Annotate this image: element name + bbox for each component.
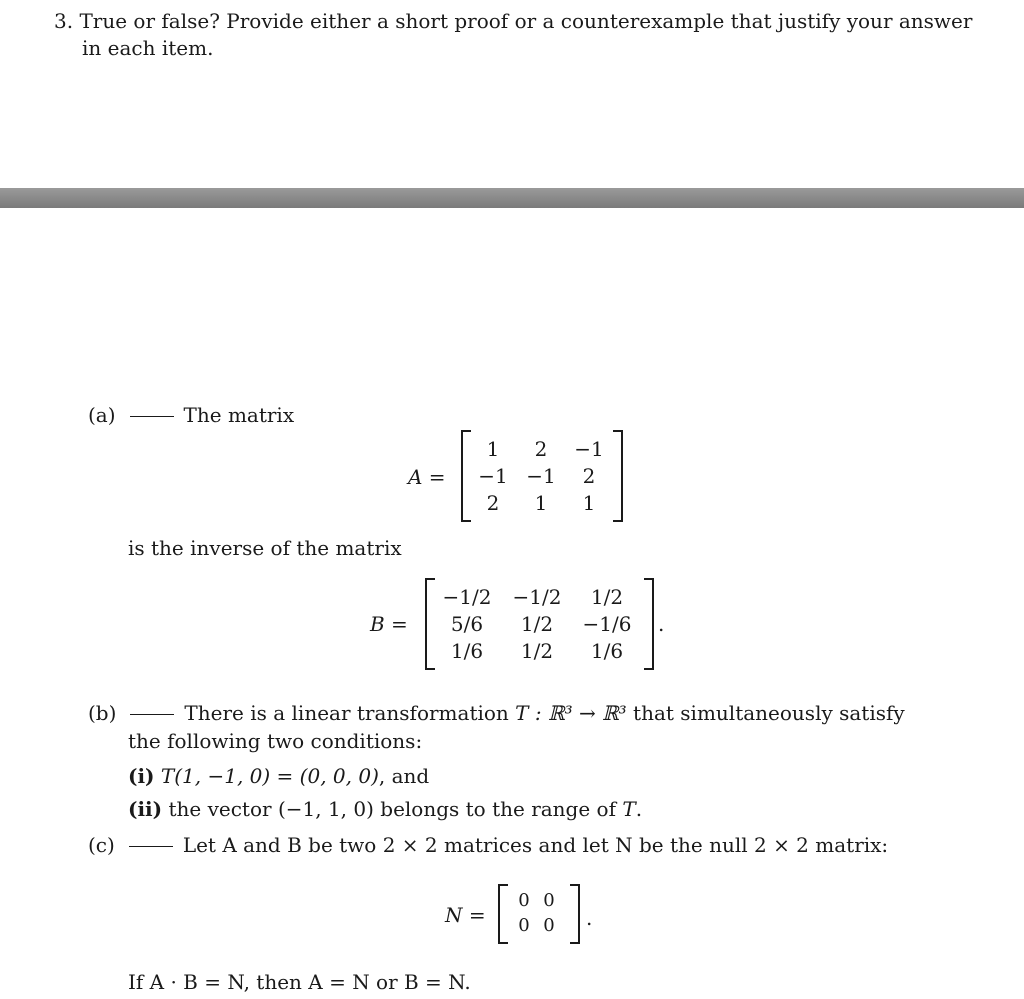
item-b-text-after: that simultaneously satisfy: [626, 701, 905, 725]
matrix-n-period: .: [586, 906, 593, 930]
condition-1-after: , and: [378, 764, 430, 788]
answer-blank-c[interactable]: [129, 846, 173, 847]
item-a-header: [88, 403, 294, 427]
condition-2-vector: (−1, 1, 0): [277, 797, 374, 821]
item-b-line1: [88, 701, 905, 725]
matrix-n-cell: 0: [543, 890, 555, 911]
item-b-label: (b): [88, 701, 117, 725]
condition-2-mid: belongs to the range of: [373, 797, 623, 821]
condition-2-before: the vector: [168, 797, 278, 821]
item-b-map: T : ℝ³ → ℝ³: [515, 701, 627, 725]
matrix-a-cell: 1: [534, 491, 548, 515]
matrix-n-cell: 0: [543, 915, 555, 936]
condition-2-end: .: [635, 797, 643, 821]
matrix-b-cell: 1/6: [450, 639, 484, 663]
item-a-text-middle: is the inverse of the matrix: [128, 536, 402, 560]
matrix-b-period: .: [658, 612, 665, 636]
problem-intro-text: True or false? Provide either a short proof or a counterexample that justify your answer: [79, 9, 973, 33]
matrix-a-cell: −1: [526, 464, 556, 488]
problem-number: 3.: [54, 9, 74, 33]
matrix-a: [461, 430, 623, 522]
item-c-label: (c): [88, 833, 115, 857]
matrix-b-cell: −1/2: [512, 585, 562, 609]
matrix-a-name: A =: [408, 465, 446, 489]
matrix-b-name: B =: [370, 612, 408, 636]
matrix-n-cell: 0: [518, 915, 530, 936]
problem-intro-line1: [54, 9, 972, 33]
item-b-text: There is a linear transformation: [184, 701, 516, 725]
matrix-b-cell: 1/2: [520, 612, 554, 636]
matrix-b-cell: −1/2: [442, 585, 492, 609]
item-b-line2: the following two conditions:: [128, 729, 423, 753]
condition-1-label: (i): [128, 764, 155, 788]
matrix-n-cell: 0: [518, 890, 530, 911]
matrix-a-cell: −1: [574, 437, 604, 461]
item-c-line1: [88, 833, 888, 857]
problem-intro-line2: in each item.: [82, 36, 214, 60]
matrix-a-cell: 2: [486, 491, 500, 515]
answer-blank-b[interactable]: [130, 714, 174, 715]
item-c-conclusion: If A · B = N, then A = N or B = N.: [128, 970, 471, 994]
item-c-text: Let A and B be two 2 × 2 matrices and let N be the null 2 × 2 matrix:: [182, 833, 889, 857]
condition-2-T: T: [622, 797, 636, 821]
matrix-a-cell: 2: [582, 464, 596, 488]
item-b-condition-2: [128, 797, 642, 821]
matrix-a-cell: 1: [486, 437, 500, 461]
section-divider: [0, 188, 1024, 208]
matrix-b-cell: 1/2: [520, 639, 554, 663]
matrix-b: [425, 578, 654, 670]
matrix-b-cell: 1/6: [590, 639, 624, 663]
matrix-n-name: N =: [445, 903, 486, 927]
item-b-condition-1: [128, 764, 429, 788]
matrix-b-cell: 5/6: [450, 612, 484, 636]
matrix-a-cell: 1: [582, 491, 596, 515]
item-a-text-before: The matrix: [183, 403, 295, 427]
condition-2-label: (ii): [128, 797, 163, 821]
answer-blank-a[interactable]: [130, 416, 174, 417]
matrix-a-cell: 2: [534, 437, 548, 461]
matrix-n: [498, 884, 580, 944]
item-a-label: (a): [88, 403, 116, 427]
condition-1-math: T(1, −1, 0) = (0, 0, 0): [160, 764, 379, 788]
matrix-a-cell: −1: [478, 464, 508, 488]
matrix-b-cell: −1/6: [582, 612, 632, 636]
matrix-b-cell: 1/2: [590, 585, 624, 609]
